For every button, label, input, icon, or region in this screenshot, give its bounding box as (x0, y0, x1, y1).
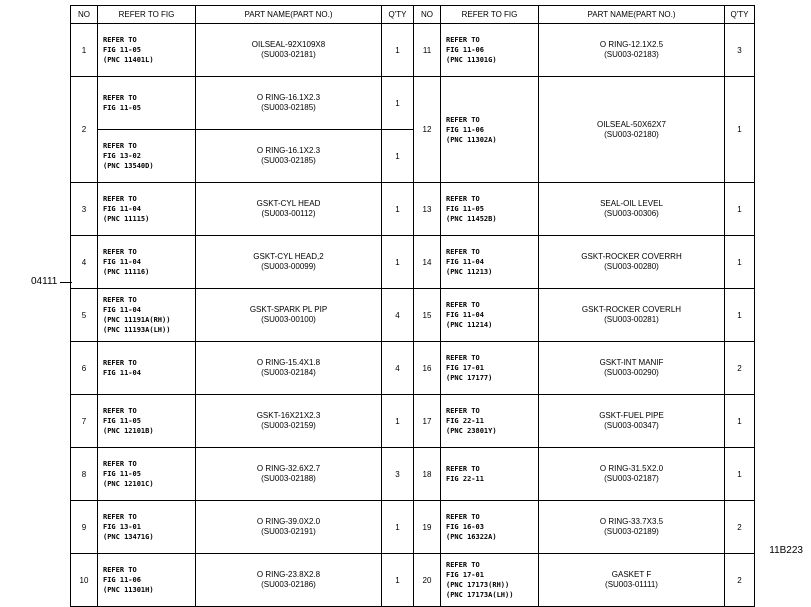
refer-to-fig: REFER TO FIG 17-01 (PNC 17177) (441, 342, 539, 395)
refer-to-fig: REFER TO FIG 16-03 (PNC 16322A) (441, 501, 539, 554)
refer-to-fig: REFER TO FIG 11-06 (PNC 11302A) (441, 77, 539, 183)
refer-to-fig: REFER TO FIG 11-05 (PNC 12101C) (98, 448, 196, 501)
header-row (71, 6, 755, 24)
table-row (71, 501, 755, 554)
item-no: 13 (414, 183, 441, 236)
item-no: 2 (71, 77, 98, 183)
quantity: 1 (382, 236, 414, 289)
part-name: O RING-32.6X2.7 (SU003-02188) (196, 448, 382, 501)
quantity: 3 (382, 448, 414, 501)
item-no: 15 (414, 289, 441, 342)
table-row (71, 342, 755, 395)
quantity: 1 (382, 554, 414, 607)
part-name: O RING-15.4X1.8 (SU003-02184) (196, 342, 382, 395)
part-name: GASKET F (SU003-01111) (539, 554, 725, 607)
quantity: 1 (725, 236, 755, 289)
header-no: NO (71, 6, 98, 24)
part-name: O RING-31.5X2.0 (SU003-02187) (539, 448, 725, 501)
header-refer-to-fig-right: REFER TO FIG (441, 6, 539, 24)
refer-to-fig: REFER TO FIG 13-02 (PNC 13540D) (98, 130, 196, 183)
quantity: 1 (725, 77, 755, 183)
table-row (71, 183, 755, 236)
header-qty-right: Q'TY (725, 6, 755, 24)
refer-to-fig: REFER TO FIG 11-04 (PNC 11213) (441, 236, 539, 289)
item-no: 14 (414, 236, 441, 289)
refer-to-fig: REFER TO FIG 11-04 (98, 342, 196, 395)
refer-to-fig: REFER TO FIG 17-01 (PNC 17173(RH)) (PNC 17173A(LH)) (441, 554, 539, 607)
item-no: 9 (71, 501, 98, 554)
part-name: O RING-12.1X2.5 (SU003-02183) (539, 24, 725, 77)
part-name: SEAL-OIL LEVEL (SU003-00306) (539, 183, 725, 236)
item-no: 5 (71, 289, 98, 342)
part-name: O RING-16.1X2.3 (SU003-02185) (196, 77, 382, 130)
quantity: 1 (382, 501, 414, 554)
part-name: O RING-33.7X3.5 (SU003-02189) (539, 501, 725, 554)
table-row (71, 448, 755, 501)
refer-to-fig: REFER TO FIG 11-05 (98, 77, 196, 130)
part-name: GSKT-SPARK PL PIP (SU003-00100) (196, 289, 382, 342)
item-no: 1 (71, 24, 98, 77)
part-name: GSKT-INT MANIF (SU003-00290) (539, 342, 725, 395)
refer-to-fig: REFER TO FIG 11-05 (PNC 11452B) (441, 183, 539, 236)
item-no: 4 (71, 236, 98, 289)
refer-to-fig: REFER TO FIG 22-11 (PNC 23801Y) (441, 395, 539, 448)
item-no: 6 (71, 342, 98, 395)
table-row (71, 236, 755, 289)
refer-to-fig: REFER TO FIG 13-01 (PNC 13471G) (98, 501, 196, 554)
quantity: 1 (725, 448, 755, 501)
quantity: 1 (725, 289, 755, 342)
part-name: GSKT-CYL HEAD,2 (SU003-00099) (196, 236, 382, 289)
item-no: 12 (414, 77, 441, 183)
part-name: O RING-39.0X2.0 (SU003-02191) (196, 501, 382, 554)
refer-to-fig: REFER TO FIG 22-11 (441, 448, 539, 501)
part-name: OILSEAL-92X109X8 (SU003-02181) (196, 24, 382, 77)
refer-to-fig: REFER TO FIG 11-04 (PNC 11116) (98, 236, 196, 289)
item-no: 17 (414, 395, 441, 448)
refer-to-fig: REFER TO FIG 11-04 (PNC 11191A(RH)) (PNC 11193A(LH)) (98, 289, 196, 342)
refer-to-fig: REFER TO FIG 11-06 (PNC 11301G) (441, 24, 539, 77)
part-name: OILSEAL-50X62X7 (SU003-02180) (539, 77, 725, 183)
quantity: 2 (725, 342, 755, 395)
table-row (71, 77, 755, 130)
table-row (71, 554, 755, 607)
table-row (71, 24, 755, 77)
refer-to-fig: REFER TO FIG 11-04 (PNC 11214) (441, 289, 539, 342)
quantity: 1 (382, 77, 414, 130)
header-refer-to-fig: REFER TO FIG (98, 6, 196, 24)
header-no-right: NO (414, 6, 441, 24)
item-no: 18 (414, 448, 441, 501)
table-row (71, 289, 755, 342)
figure-code: 11B223 (769, 545, 803, 556)
item-no: 10 (71, 554, 98, 607)
part-name: O RING-16.1X2.3 (SU003-02185) (196, 130, 382, 183)
quantity: 1 (725, 395, 755, 448)
refer-to-fig: REFER TO FIG 11-05 (PNC 11401L) (98, 24, 196, 77)
header-qty: Q'TY (382, 6, 414, 24)
part-name: GSKT-ROCKER COVERLH (SU003-00281) (539, 289, 725, 342)
quantity: 3 (725, 24, 755, 77)
item-no: 20 (414, 554, 441, 607)
parts-table (70, 5, 755, 607)
item-no: 16 (414, 342, 441, 395)
quantity: 1 (382, 395, 414, 448)
quantity: 4 (382, 289, 414, 342)
quantity: 1 (725, 183, 755, 236)
header-part-name-right: PART NAME(PART NO.) (539, 6, 725, 24)
header-part-name: PART NAME(PART NO.) (196, 6, 382, 24)
item-no: 11 (414, 24, 441, 77)
quantity: 2 (725, 554, 755, 607)
quantity: 2 (725, 501, 755, 554)
part-name: GSKT-ROCKER COVERRH (SU003-00280) (539, 236, 725, 289)
refer-to-fig: REFER TO FIG 11-05 (PNC 12101B) (98, 395, 196, 448)
part-name: GSKT-FUEL PIPE (SU003-00347) (539, 395, 725, 448)
part-name: GSKT-16X21X2.3 (SU003-02159) (196, 395, 382, 448)
item-no: 19 (414, 501, 441, 554)
group-code: 04111 (31, 276, 58, 287)
refer-to-fig: REFER TO FIG 11-06 (PNC 11301H) (98, 554, 196, 607)
part-name: GSKT-CYL HEAD (SU003-00112) (196, 183, 382, 236)
refer-to-fig: REFER TO FIG 11-04 (PNC 11115) (98, 183, 196, 236)
quantity: 1 (382, 183, 414, 236)
quantity: 4 (382, 342, 414, 395)
item-no: 8 (71, 448, 98, 501)
item-no: 3 (71, 183, 98, 236)
table-row (71, 395, 755, 448)
quantity: 1 (382, 130, 414, 183)
part-name: O RING-23.8X2.8 (SU003-02186) (196, 554, 382, 607)
item-no: 7 (71, 395, 98, 448)
quantity: 1 (382, 24, 414, 77)
